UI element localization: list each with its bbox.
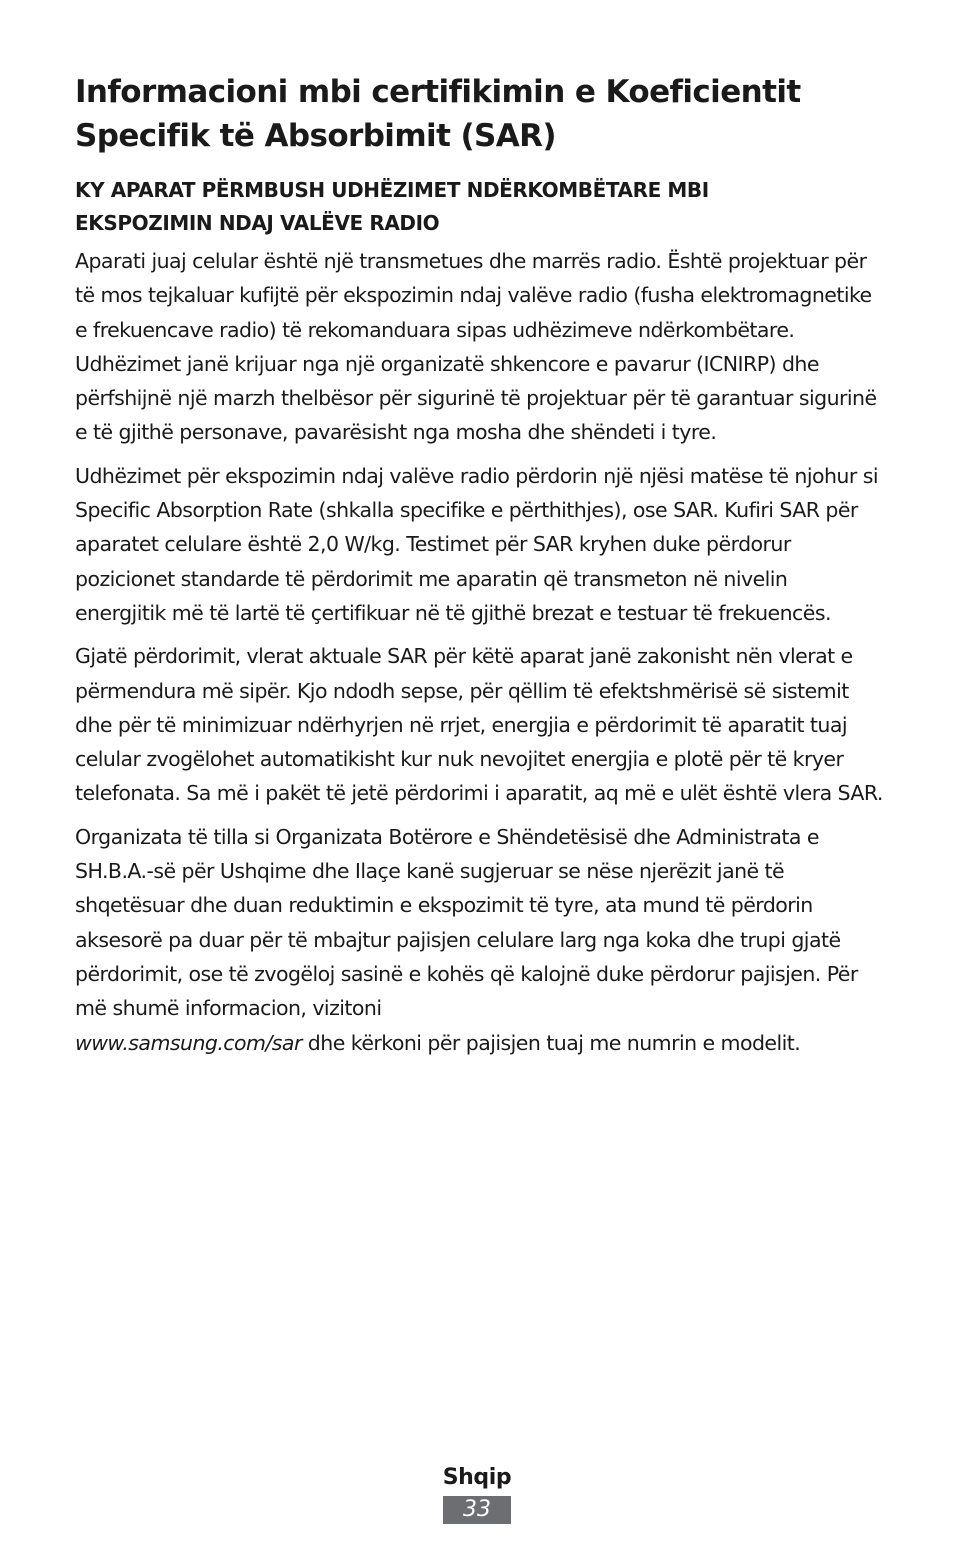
paragraph-4-tail: dhe kërkoni për pajisjen tuaj me numrin e modelit. bbox=[301, 1030, 801, 1055]
document-page bbox=[75, 70, 883, 1060]
paragraph-3: Gjatë përdorimit, vlerat aktuale SAR për këtë aparat janë zakonisht nën vlerat e përmendura më sipër. Kjo ndodh sepse, për qëllim të efektshmërisë së sistemit dhe për të minimizuar ndërhyrjen në rrjet, energjia e përdorimit të aparatit tuaj celular zvogëlohet automatikisht kur nuk nevojitet energjia e plotë për të kryer telefonata. Sa më i pakët të jetë përdorimi i aparatit, aq më e ulët është vlera SAR. bbox=[75, 644, 883, 806]
subtitle-line-1: KY APARAT PËRMBUSH UDHËZIMET NDËRKOMBËTARE MBI bbox=[75, 178, 709, 202]
page-title bbox=[75, 70, 883, 158]
page-footer bbox=[0, 1462, 954, 1524]
samsung-sar-link[interactable]: www.samsung.com/sar bbox=[75, 1030, 302, 1055]
paragraph-1: Aparati juaj celular është një transmetues dhe marrës radio. Është projektuar për të mos tejkaluar kufijtë për ekspozimin ndaj valëve radio (fusha elektromagnetike e frekuencave radio) të rekomanduara sipas udhëzimeve ndërkombëtare. Udhëzimet janë krijuar nga një organizatë shkencore e pavarur (ICNIRP) dhe përfshijnë një marzh thelbësor për sigurinë të projektuar për të garantuar sigurinë e të gjithë personave, pavarësisht nga mosha dhe shëndeti i tyre. bbox=[75, 249, 877, 445]
language-label: Shqip bbox=[442, 1465, 512, 1490]
title-line-2: Specifik të Absorbimit (SAR) bbox=[75, 118, 557, 154]
title-line-1: Informacioni mbi certifikimin e Koeficientit bbox=[75, 74, 801, 110]
subtitle-line-2: EKSPOZIMIN NDAJ VALËVE RADIO bbox=[75, 211, 440, 235]
paragraph-4 bbox=[75, 820, 883, 1060]
section-heading bbox=[75, 174, 883, 240]
page-number-badge: 33 bbox=[443, 1496, 511, 1524]
paragraph-4-text: Organizata të tilla si Organizata Botërore e Shëndetësisë dhe Administrata e SH.B.A.-së për Ushqime dhe Ilaçe kanë sugjeruar se nëse njerëzit janë të shqetësuar dhe duan reduktimin e ekspozimit të tyre, ata mund të përdorin aksesorë pa duar për të mbajtur pajisjen celulare larg nga koka dhe trupi gjatë përdorimit, ose të zvogëloj sasinë e kohës që kalojnë duke përdorur pajisjen. Për më shumë informacion, vizitoni bbox=[75, 824, 858, 1021]
paragraph-2: Udhëzimet për ekspozimin ndaj valëve radio përdorin një njësi matëse të njohur si Specific Absorption Rate (shkalla specifike e përthithjes), ose SAR. Kufiri SAR për aparatet celulare është 2,0 W/kg. Testimet për SAR kryhen duke përdorur pozicionet standarde të përdorimit me aparatin që transmeton në nivelin energjitik më të lartë të çertifikuar në të gjithë brezat e testuar të frekuencës. bbox=[75, 463, 878, 625]
